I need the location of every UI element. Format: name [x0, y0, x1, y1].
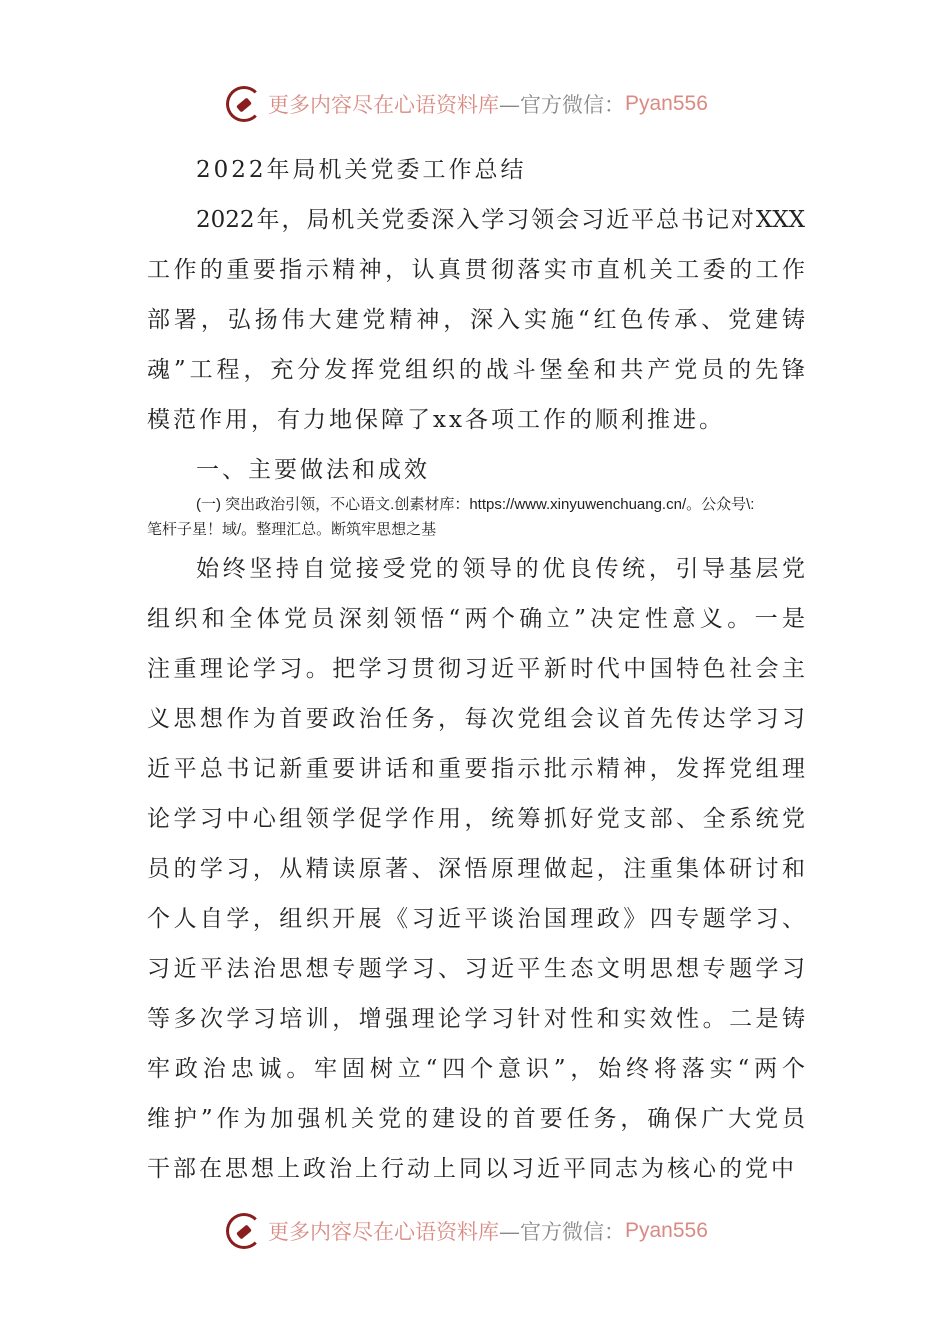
text-line: 注重理论学习。把学习贯彻习近平新时代中国特色社会主 — [147, 656, 805, 682]
pen-logo-icon — [226, 1213, 262, 1249]
watermark-wechat: Pyan556 — [625, 1219, 708, 1242]
text-line: 2022年，局机关党委深入学习领会习近平总书记对XXX — [196, 207, 805, 233]
text-line: 部署，弘扬伟大建党精神，深入实施“红色传承、党建铸 — [147, 307, 805, 333]
watermark-text: —官方微信： — [499, 93, 625, 117]
pen-logo-icon — [226, 86, 262, 122]
text-line: 工作的重要指示精神，认真贯彻落实市直机关工委的工作 — [147, 257, 805, 283]
text-line: 模范作用，有力地保障了xx各项工作的顺利推进。 — [147, 407, 725, 433]
section-heading: 一、主要做法和成效 — [196, 457, 430, 483]
text-line: 魂”工程，充分发挥党组织的战斗堡垒和共产党员的先锋 — [147, 357, 805, 383]
text-line: 员的学习，从精读原著、深悟原理做起，注重集体研讨和 — [147, 856, 805, 882]
watermark-text: 更多内容尽在心语资料库 — [268, 1220, 499, 1244]
watermark-wechat: Pyan556 — [625, 92, 708, 115]
watermark-header — [226, 84, 708, 124]
text-line: 近平总书记新重要讲话和重要指示批示精神，发挥党组理 — [147, 756, 805, 782]
watermark-text: —官方微信： — [499, 1220, 625, 1244]
text-line: 维护”作为加强机关党的建设的首要任务，确保广大党员 — [147, 1106, 805, 1132]
text-line: 干部在思想上政治上行动上同以习近平同志为核心的党中 — [147, 1156, 797, 1182]
document-title: 2022年局机关党委工作总结 — [196, 157, 527, 183]
text-line: 牢政治忠诚。牢固树立“四个意识”，始终将落实“两个 — [147, 1056, 805, 1082]
text-line: 组织和全体党员深刻领悟“两个确立”决定性意义。一是 — [147, 606, 805, 632]
text-line: 义思想作为首要政治任务，每次党组会议首先传达学习习 — [147, 706, 805, 732]
text-line: 习近平法治思想专题学习、习近平生态文明思想专题学习 — [147, 956, 805, 982]
subheading-line: 笔杆子星！域/。整理汇总。断筑牢思想之基 — [147, 521, 437, 538]
text-line: 个人自学，组织开展《习近平谈治国理政》四专题学习、 — [147, 906, 805, 932]
text-line: 论学习中心组领学促学作用，统筹抓好党支部、全系统党 — [147, 806, 805, 832]
text-line: 始终坚持自觉接受党的领导的优良传统，引导基层党 — [196, 556, 805, 582]
subheading-line: (一) 突出政治引领，不心语文.创素材库：https://www.xinyuwenchuang.cn/。公众号\: — [196, 496, 755, 513]
watermark-text: 更多内容尽在心语资料库 — [268, 93, 499, 117]
text-line: 等多次学习培训，增强理论学习针对性和实效性。二是铸 — [147, 1006, 805, 1032]
watermark-footer — [226, 1211, 708, 1251]
